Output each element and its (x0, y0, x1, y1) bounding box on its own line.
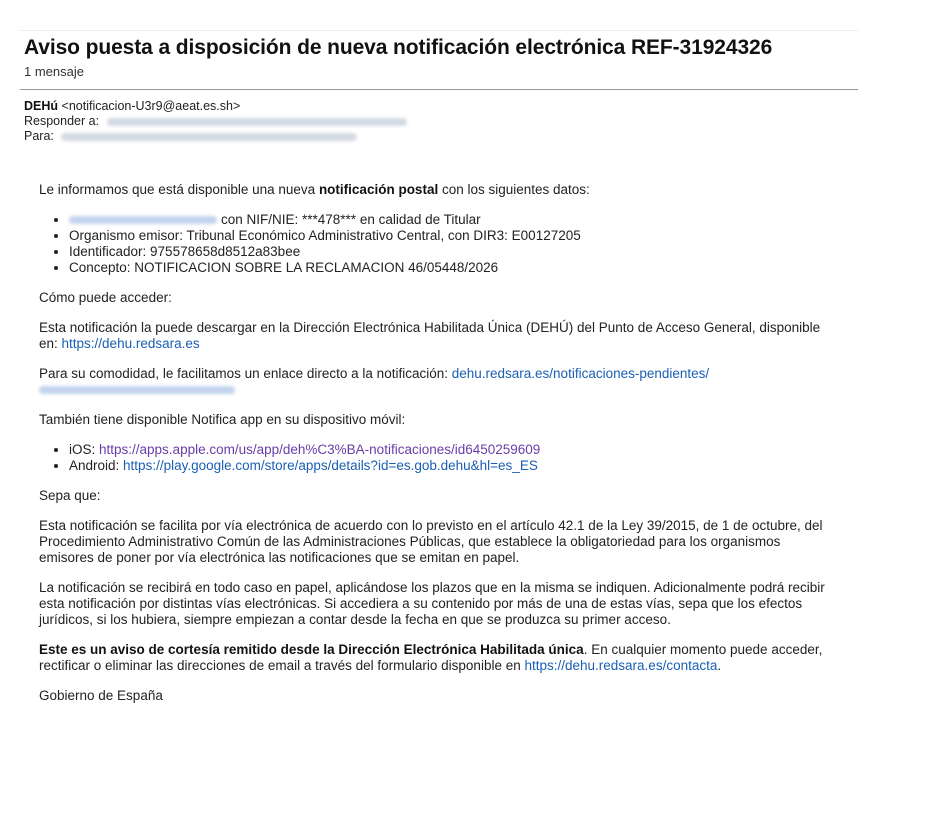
detail-organismo: • Organismo emisor: Tribunal Económico Administrativo Central, con DIR3: E00127205 (69, 228, 829, 244)
from-row (24, 99, 407, 114)
sepa-que-heading: Sepa que: (39, 488, 101, 503)
cortesia-text: . En cualquier momento puede acceder, rectificar o eliminar las direcciones de email a través del formulario disponible en (39, 642, 823, 673)
notificaciones-pendientes-link[interactable]: dehu.redsara.es/notificaciones-pendientes/ (451, 366, 710, 381)
ios-app-link[interactable]: https://apps.apple.com/us/app/deh%C3%BA-notificaciones/id6450259609 (99, 442, 541, 457)
contacta-period: . (717, 658, 722, 673)
acceso-paragraph (39, 320, 829, 352)
detail-identificador: • Identificador: 975578658d8512a83bee (69, 244, 829, 260)
ios-label: iOS: (69, 442, 100, 457)
contacta-link[interactable]: https://dehu.redsara.es/contacta (524, 658, 718, 673)
detail-nif-text: con NIF/NIE: ***478*** en calidad de Titular (221, 212, 481, 227)
reply-to-row (24, 114, 407, 129)
message-count: 1 mensaje (24, 64, 84, 79)
email-body (39, 182, 829, 718)
legal-paragraph-1: Esta notificación se facilita por vía electrónica de acuerdo con lo previsto en el artículo 42.1 de la Ley 39/2015, de 1 de octubre, del Procedimiento Administrativo Común de las Administraciones Públicas, que establece la obligatoriedad para los organismos emisores de poner por vía electrónica las notificaciones que se emitan en papel. (39, 518, 823, 565)
email-redacted (69, 216, 217, 224)
detail-nif (69, 212, 829, 228)
android-app-link[interactable]: https://play.google.com/store/apps/details?id=es.gob.dehu&hl=es_ES (123, 458, 538, 473)
android-label: Android: (69, 458, 124, 473)
app-paragraph: También tiene disponible Notifica app en su dispositivo móvil: (39, 412, 406, 427)
signature: Gobierno de España (39, 688, 163, 703)
to-row (24, 129, 407, 144)
intro-suffix: con los siguientes datos: (438, 182, 590, 197)
top-border (20, 30, 858, 31)
email-subject: Aviso puesta a disposición de nueva notificación electrónica REF-31924326 (24, 36, 773, 59)
to-redacted (61, 133, 357, 141)
cortesia-paragraph (39, 642, 829, 674)
acceso-text: Esta notificación la puede descargar en la Dirección Electrónica Habilitada Única (DEHÚ) del Punto de Acceso General, disponible en: (39, 320, 821, 351)
ios-item (69, 442, 829, 458)
sender-name: DEHú (24, 99, 59, 113)
como-acceder-heading: Cómo puede acceder: (39, 290, 172, 305)
email-headers (24, 99, 407, 144)
intro-paragraph (39, 182, 829, 198)
detail-concepto: • Concepto: NOTIFICACION SOBRE LA RECLAMACION 46/05448/2026 (69, 260, 829, 276)
reply-to-label: Responder a: (24, 114, 100, 128)
link-redacted (39, 386, 235, 394)
app-list (39, 442, 829, 474)
header-divider (20, 89, 858, 90)
android-item (69, 458, 829, 474)
intro-bold: notificación postal (318, 182, 439, 197)
reply-to-redacted (107, 118, 407, 126)
sender-address[interactable]: <notificacion-U3r9@aeat.es.sh> (61, 99, 241, 113)
to-label: Para: (24, 129, 54, 143)
cortesia-bold: Este es un aviso de cortesía remitido desde la Dirección Electrónica Habilitada única (39, 642, 584, 657)
dehu-link[interactable]: https://dehu.redsara.es (61, 336, 200, 351)
details-list (39, 212, 829, 276)
comodidad-text: Para su comodidad, le facilitamos un enlace directo a la notificación: (39, 366, 452, 381)
intro-text: Le informamos que está disponible una nueva (39, 182, 319, 197)
legal-paragraph-2: La notificación se recibirá en todo caso en papel, aplicándose los plazos que en la misma se indiquen. Adicionalmente podrá recibir esta notificación por distintas vías electrónicas. Si accediera a su contenido por más de una de estas vías, sepa que los efectos jurídicos, si los hubiera, siempre empiezan a contar desde la fecha en que se produzca su primer acceso. (39, 580, 825, 627)
comodidad-paragraph (39, 366, 829, 398)
